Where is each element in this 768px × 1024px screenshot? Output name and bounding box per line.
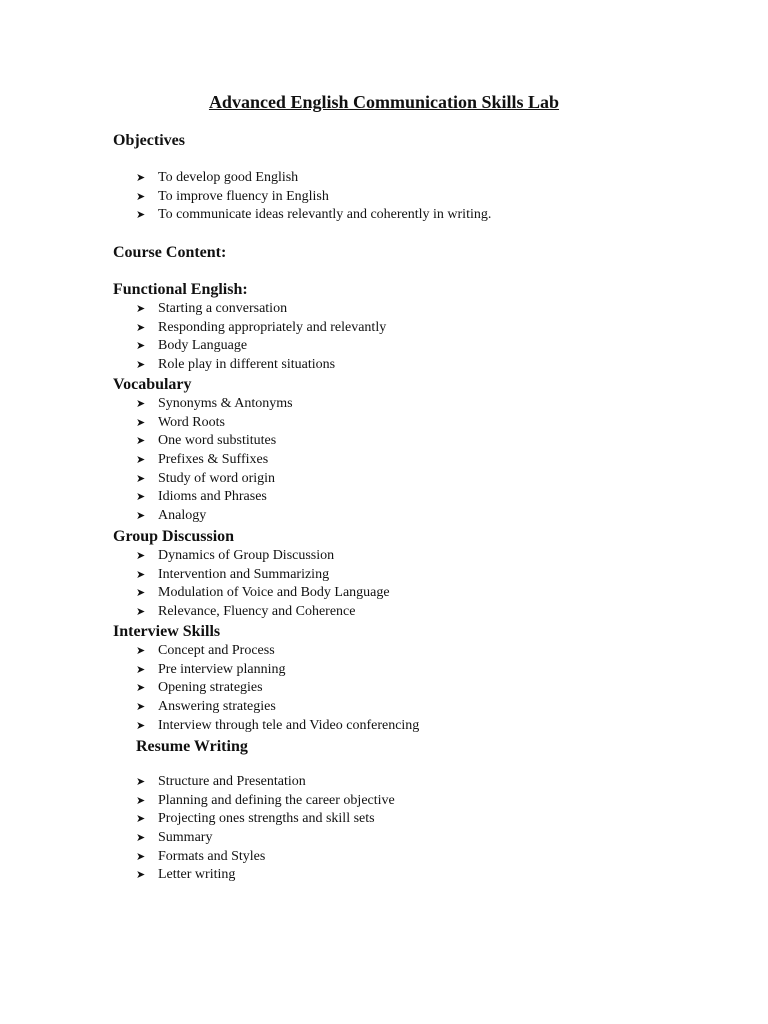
arrowhead-bullet-icon: ➤ — [136, 302, 146, 315]
arrowhead-bullet-icon: ➤ — [136, 644, 146, 657]
list-item: ➤ Idioms and Phrases — [136, 488, 293, 507]
list-item: ➤ Concept and Process — [136, 642, 419, 661]
list-item: ➤ One word substitutes — [136, 432, 293, 451]
arrowhead-bullet-icon: ➤ — [136, 793, 146, 807]
list-item: ➤ Projecting ones strengths and skill sets — [136, 810, 395, 829]
arrowhead-bullet-icon: ➤ — [136, 549, 146, 562]
arrowhead-bullet-icon: ➤ — [136, 490, 146, 504]
arrowhead-bullet-icon: ➤ — [136, 358, 146, 372]
list-item: ➤ Starting a conversation — [136, 300, 386, 319]
arrowhead-bullet-icon: ➤ — [136, 509, 146, 523]
arrowhead-bullet-icon: ➤ — [136, 189, 146, 203]
group-discussion-list — [136, 547, 390, 622]
list-item: ➤ Role play in different situations — [136, 356, 386, 375]
list-item: ➤ To communicate ideas relevantly and coherently in writing. — [136, 206, 491, 225]
arrowhead-bullet-icon: ➤ — [136, 453, 146, 467]
arrowhead-bullet-icon: ➤ — [136, 831, 146, 845]
list-item: ➤ Answering strategies — [136, 698, 419, 717]
arrowhead-bullet-icon: ➤ — [136, 586, 146, 600]
arrowhead-bullet-icon: ➤ — [136, 775, 146, 788]
vocabulary-heading: Vocabulary — [113, 376, 192, 393]
list-item: ➤ Pre interview planning — [136, 661, 419, 680]
list-item: ➤ Analogy — [136, 507, 293, 526]
objectives-heading: Objectives — [113, 132, 185, 149]
list-item: ➤ Summary — [136, 829, 395, 848]
group-discussion-heading: Group Discussion — [113, 528, 235, 545]
arrowhead-bullet-icon: ➤ — [136, 849, 146, 863]
list-item: ➤ Modulation of Voice and Body Language — [136, 584, 390, 603]
list-item: ➤ To develop good English — [136, 169, 491, 188]
arrowhead-bullet-icon: ➤ — [136, 471, 146, 485]
interview-skills-heading: Interview Skills — [113, 623, 221, 640]
list-item: ➤ Body Language — [136, 337, 386, 356]
resume-writing-list — [136, 773, 395, 885]
arrowhead-bullet-icon: ➤ — [136, 415, 146, 429]
list-item: ➤ Prefixes & Suffixes — [136, 451, 293, 470]
arrowhead-bullet-icon: ➤ — [136, 605, 146, 619]
arrowhead-bullet-icon: ➤ — [136, 171, 146, 184]
course-content-heading: Course Content: — [113, 244, 227, 261]
list-item: ➤ Formats and Styles — [136, 848, 395, 867]
list-item: ➤ Opening strategies — [136, 679, 419, 698]
arrowhead-bullet-icon: ➤ — [136, 868, 146, 882]
arrowhead-bullet-icon: ➤ — [136, 812, 146, 826]
arrowhead-bullet-icon: ➤ — [136, 208, 146, 222]
list-item: ➤ Dynamics of Group Discussion — [136, 547, 390, 566]
list-item: ➤ Structure and Presentation — [136, 773, 395, 792]
arrowhead-bullet-icon: ➤ — [136, 339, 146, 353]
list-item: ➤ Responding appropriately and relevantly — [136, 319, 386, 338]
resume-writing-heading: Resume Writing — [136, 738, 248, 755]
list-item: ➤ Intervention and Summarizing — [136, 566, 390, 585]
list-item: ➤ Study of word origin — [136, 470, 293, 489]
arrowhead-bullet-icon: ➤ — [136, 567, 146, 581]
functional-english-list — [136, 300, 386, 375]
vocabulary-list — [136, 395, 293, 526]
arrowhead-bullet-icon: ➤ — [136, 434, 146, 448]
list-item: ➤ Relevance, Fluency and Coherence — [136, 603, 390, 622]
arrowhead-bullet-icon: ➤ — [136, 662, 146, 676]
arrowhead-bullet-icon: ➤ — [136, 320, 146, 334]
arrowhead-bullet-icon: ➤ — [136, 397, 146, 410]
functional-english-heading: Functional English: — [113, 281, 248, 298]
interview-skills-list — [136, 642, 419, 735]
list-item: ➤ Interview through tele and Video conferencing — [136, 717, 419, 736]
list-item: ➤ To improve fluency in English — [136, 188, 491, 207]
arrowhead-bullet-icon: ➤ — [136, 718, 146, 732]
list-item: ➤ Word Roots — [136, 414, 293, 433]
objectives-list — [136, 169, 491, 225]
list-item: ➤ Planning and defining the career objective — [136, 792, 395, 811]
document-title: Advanced English Communication Skills Lab — [208, 92, 560, 112]
arrowhead-bullet-icon: ➤ — [136, 700, 146, 714]
list-item: ➤ Letter writing — [136, 866, 395, 885]
list-item: ➤ Synonyms & Antonyms — [136, 395, 293, 414]
arrowhead-bullet-icon: ➤ — [136, 681, 146, 695]
